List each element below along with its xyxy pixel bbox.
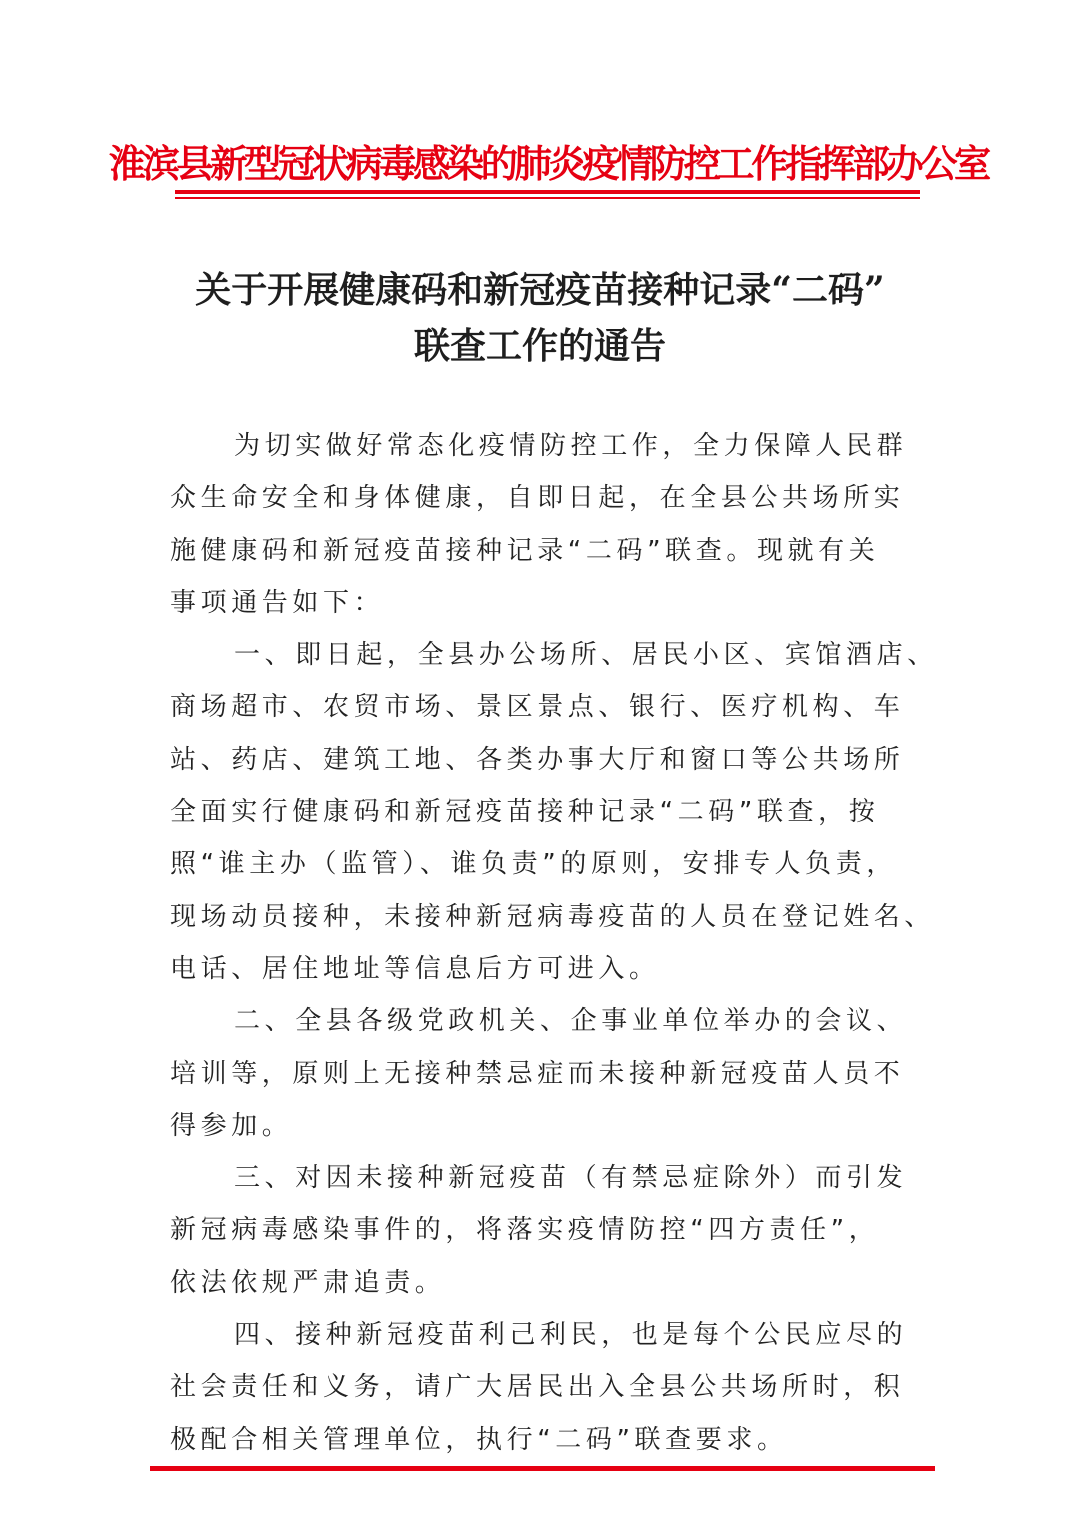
body-line: 培训等，原则上无接种禁忌症而未接种新冠疫苗人员不 (170, 1058, 905, 1089)
body-line: 商场超市、农贸市场、景区景点、银行、医疗机构、车 (170, 692, 905, 723)
document-title (140, 262, 940, 374)
footer-rule (150, 1466, 935, 1471)
body-line: 照“谁主办（监管）、谁负责”的原则，安排专人负责， (170, 849, 897, 880)
body-line: 为切实做好常态化疫情防控工作，全力保障人民群 (234, 431, 908, 461)
body-line: 施健康码和新冠疫苗接种记录“二码”联查。现就有关 (170, 535, 880, 566)
document-title-line-2: 联查工作的通告 (413, 325, 666, 367)
body-line: 二、全县各级党政机关、企事业单位举办的会议、 (234, 1006, 908, 1037)
document-body (170, 420, 938, 1466)
body-line: 四、接种新冠疫苗利己利民，也是每个公民应尽的 (234, 1320, 908, 1351)
masthead-title: 淮滨县新型冠状病毒感染的肺炎疫情防控工作指挥部办公室 (108, 142, 988, 186)
body-line: 极配合相关管理单位，执行“二码”联查要求。 (170, 1424, 788, 1455)
body-line: 依法依规严肃追责。 (170, 1267, 446, 1298)
body-line: 新冠病毒感染事件的，将落实疫情防控“四方责任”， (170, 1215, 880, 1246)
document-title-line-1: 关于开展健康码和新冠疫苗接种记录“二码” (195, 269, 885, 311)
body-line: 站、药店、建筑工地、各类办事大厅和窗口等公共场所 (170, 744, 905, 775)
masthead-rule-thin (175, 197, 920, 199)
body-line: 电话、居住地址等信息后方可进入。 (170, 953, 660, 984)
body-line: 社会责任和义务，请广大居民出入全县公共场所时，积 (170, 1372, 905, 1403)
body-line: 现场动员接种，未接种新冠病毒疫苗的人员在登记姓名、 (170, 901, 936, 932)
body-line: 三、对因未接种新冠疫苗（有禁忌症除外）而引发 (234, 1163, 908, 1194)
body-line: 事项通告如下： (170, 587, 385, 618)
body-line: 得参加。 (170, 1110, 293, 1141)
body-line: 全面实行健康码和新冠疫苗接种记录“二码”联查，按 (170, 797, 880, 828)
body-line: 一、即日起，全县办公场所、居民小区、宾馆酒店、 (234, 640, 938, 671)
masthead-rule-thick (175, 190, 920, 194)
body-line: 众生命安全和身体健康，自即日起，在全县公共场所实 (170, 483, 905, 514)
